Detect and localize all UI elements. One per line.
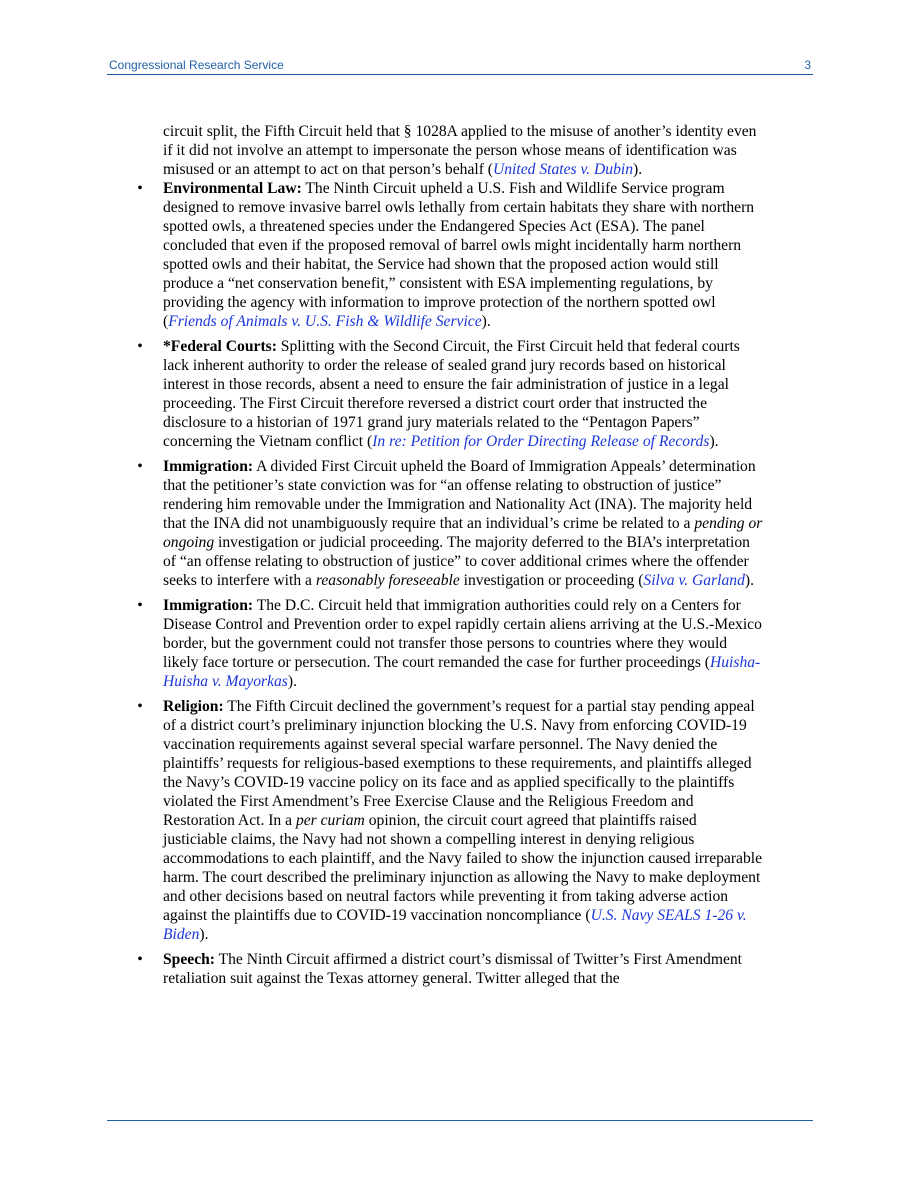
case-link-dubin[interactable]: United States v. Dubin bbox=[492, 161, 634, 178]
list-item-speech bbox=[137, 950, 763, 988]
case-summary-list bbox=[137, 179, 763, 988]
case-link-friends-of-animals[interactable]: Friends of Animals v. U.S. Fish & Wildlife Service bbox=[168, 313, 482, 330]
list-item-religion: • Religion: The Fifth Circuit declined the government’s request for a partial stay pending appeal of a district court’s preliminary injunction blocking the U.S. Navy from enforcing COVID-19 vaccination requirements against several special warfare personnel. The Navy denied the plaintiffs’ requests for religious-based exemptions to these requirements, and plaintiffs alleged the Navy’s COVID-19 vaccine policy on its face and as applied specifically to the plaintiffs violated the First Amendment’s Free Exercise Clause and the Religious Freedom and Restoration Act. In a per curiam opinion, the circuit court agreed that plaintiffs raised justiciable claims, the Navy had not shown a compelling interest in denying religious accommodations to each plaintiff, and the Navy failed to show the injunction caused irreparable harm. The court described the preliminary injunction as allowing the Navy to make deployment and other decisions based on neutral factors while preventing it from taking adverse action against the plaintiffs due to COVID-19 vaccination noncompliance (U.S. Navy SEALS 1-26 v. Biden). bbox=[163, 697, 763, 944]
item-text: The Ninth Circuit upheld a U.S. Fish and Wildlife Service program designed to remove invasive barrel owls lethally from certain habitats they share with northern spotted owls, a threatened species under the Endangered Species Act (ESA). The panel concluded that even if the proposed removal of barrel owls might incidentally harm northern spotted owls and their habitat, the Service had shown that the proposed action would still produce a “net conservation benefit,” consistent with ESA implementing regulations, by providing the agency with information to improve protection of the northern spotted owl ( bbox=[163, 180, 755, 330]
bullet-icon: • bbox=[137, 951, 143, 968]
page-header bbox=[107, 58, 813, 75]
list-item-environmental-law: • Environmental Law: The Ninth Circuit upheld a U.S. Fish and Wildlife Service program designed to remove invasive barrel owls lethally from certain habitats they share with northern spotted owls, a threatened species under the Endangered Species Act (ESA). The panel concluded that even if the proposed removal of barrel owls might incidentally harm northern spotted owls and their habitat, the Service had shown that the proposed action would still produce a “net conservation benefit,” consistent with ESA implementing regulations, by providing the agency with information to improve protection of the northern spotted owl (Friends of Animals v. U.S. Fish & Wildlife Service). bbox=[163, 179, 763, 331]
case-link-navy-seals[interactable]: U.S. Navy SEALS 1-26 v. Biden bbox=[163, 907, 747, 943]
list-item-immigration-dc-circuit: • Immigration: The D.C. Circuit held that immigration authorities could rely on a Centers for Disease Control and Prevention order to expel rapidly certain aliens arriving at the U.S.-Mexico border, but the government could not transfer those persons to countries where they would likely face torture or persecution. The court remanded the case for further proceedings (Huisha-Huisha v. Mayorkas). bbox=[163, 596, 763, 691]
bullet-icon: • bbox=[137, 597, 143, 614]
bullet-icon: • bbox=[137, 180, 143, 197]
item-label: Immigration: bbox=[163, 458, 254, 475]
footer-rule bbox=[107, 1120, 813, 1121]
item-label: Immigration: bbox=[163, 597, 254, 614]
bullet-icon: • bbox=[137, 698, 143, 715]
item-label: Religion: bbox=[163, 698, 224, 715]
case-link-silva[interactable]: Silva v. Garland bbox=[643, 572, 745, 589]
header-org-name: Congressional Research Service bbox=[109, 58, 284, 72]
item-label: Environmental Law: bbox=[163, 180, 302, 197]
page-body bbox=[137, 122, 763, 994]
case-link-in-re-petition[interactable]: In re: Petition for Order Directing Release of Records bbox=[372, 433, 710, 450]
item-label: *Federal Courts: bbox=[163, 338, 277, 355]
item-text: Splitting with the Second Circuit, the First Circuit held that federal courts lack inherent authority to order the release of sealed grand jury records based on historical interest in those records, absent a need to ensure the fair administration of justice in a legal proceeding. The First Circuit therefore reversed a district court order that instructed the disclosure to a historian of 1971 grand jury materials related to the “Pentagon Papers” concerning the Vietnam conflict ( bbox=[163, 338, 740, 450]
item-text: The Ninth Circuit affirmed a district court’s dismissal of Twitter’s First Amendment retaliation suit against the Texas attorney general. Twitter alleged that the bbox=[163, 951, 742, 987]
list-item-federal-courts: • *Federal Courts: Splitting with the Second Circuit, the First Circuit held that federal courts lack inherent authority to order the release of sealed grand jury records based on historical interest in those records, absent a need to ensure the fair administration of justice in a legal proceeding. The First Circuit therefore reversed a district court order that instructed the disclosure to a historian of 1971 grand jury materials related to the “Pentagon Papers” concerning the Vietnam conflict (In re: Petition for Order Directing Release of Records). bbox=[163, 337, 763, 451]
bullet-icon: • bbox=[137, 458, 143, 475]
case-link-huisha[interactable]: Huisha-Huisha v. Mayorkas bbox=[163, 654, 761, 690]
intro-paragraph: circuit split, the Fifth Circuit held that § 1028A applied to the misuse of another’s identity even if it did not involve an attempt to impersonate the person whose means of identification was misused or an attempt to act on that person’s behalf (United States v. Dubin). bbox=[163, 123, 757, 178]
item-label: Speech: bbox=[163, 951, 215, 968]
page-number: 3 bbox=[804, 58, 811, 72]
bullet-icon: • bbox=[137, 338, 143, 355]
list-item-immigration-first-circuit: • Immigration: A divided First Circuit upheld the Board of Immigration Appeals’ determination that the petitioner’s state conviction was for “an offense relating to obstruction of justice” rendering him removable under the Immigration and Nationality Act (INA). The majority held that the INA did not unambiguously require that an individual’s crime be related to a pending or ongoing investigation or judicial proceeding. The majority deferred to the BIA’s interpretation of “an offense relating to obstruction of justice” to cover additional crimes where the offender seeks to interfere with a reasonably foreseeable investigation or proceeding (Silva v. Garland). bbox=[163, 457, 763, 590]
item-text: The D.C. Circuit held that immigration authorities could rely on a Centers for Disease Control and Prevention order to expel rapidly certain aliens arriving at the U.S.-Mexico border, but the government could not transfer those persons to countries where they would likely face torture or persecution. The court remanded the case for further proceedings ( bbox=[163, 597, 762, 671]
